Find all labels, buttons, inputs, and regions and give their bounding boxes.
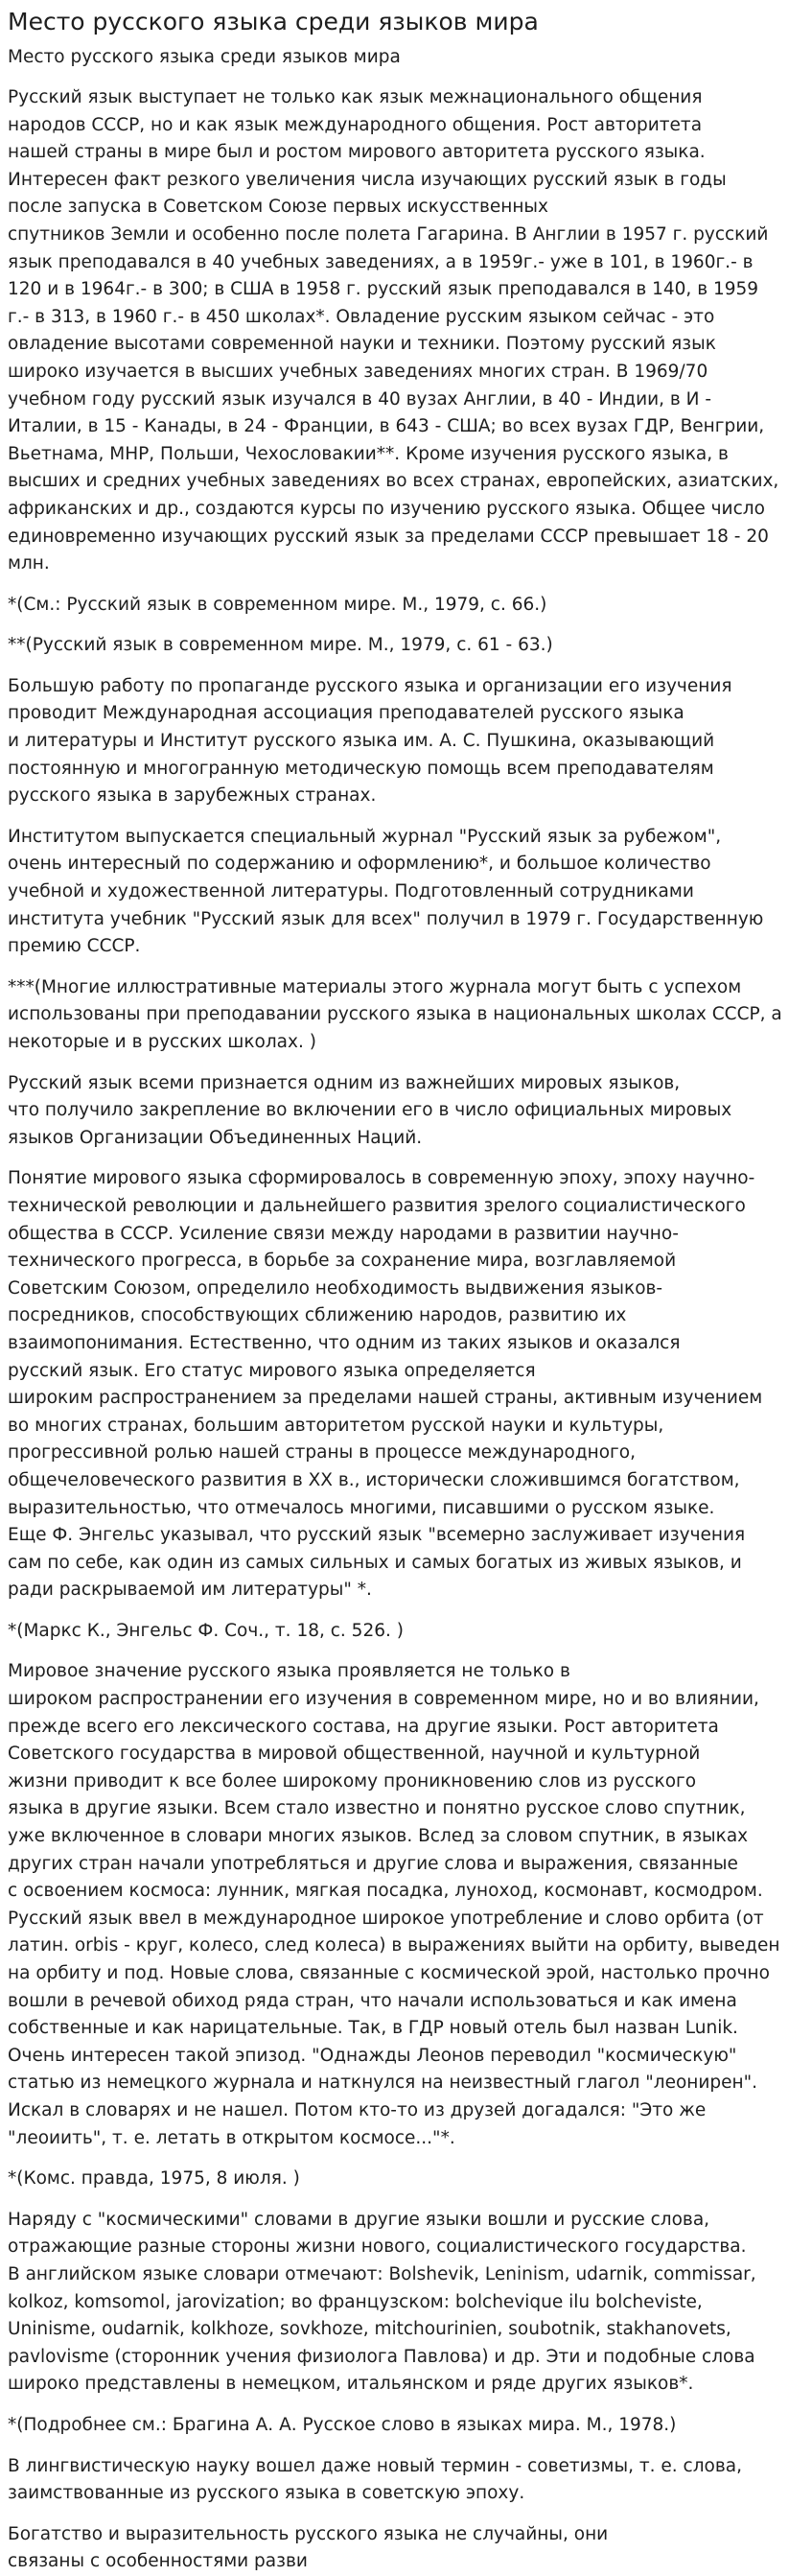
paragraph-un-language: Русский язык всеми признается одним из важнейших мировых языков, что получило закрепление во включении его в число официальных мировых языков Организации Объединенных Наций. [8, 1072, 732, 1148]
paragraph-institute-journal: Институтом выпускается специальный журнал "Русский язык за рубежом", очень интересный по содержанию и оформлению*, и большое количество учебной и художественной литературы. Подготовленный сотрудниками института учебник "Русский язык для всех" получил в 1979 г. Государственную премию СССР. [8, 826, 764, 957]
paragraph-lexical-influence: Мировое значение русского языка проявляется не только в широком распространении его изучения в современном мире, но и во влиянии, прежде всего его лексического состава, на другие языки. Рост авторитета Советского государства в мировой общественной, научной и культурной жизни приводит к все более широкому проникновению слов из русского языка в другие языки. Всем стало известно и понятно русское слово спутник, уже включенное в словари многих языков. Вслед за словом спутник, в языках других стран начали употребляться и другие слова и выражения, связанные с освоением космоса: лунник, мягкая посадка, луноход, космонавт, космодром. Русский язык ввел в международное широкое употребление и слово орбита (от латин. orbis - круг, колесо, след колеса) в выражениях выйти на орбиту, выведен на орбиту и под. Новые слова, связанные с космической эрой, настолько прочно вошли в речевой обиход ряда стран, что начали использоваться и как имена собственные и как нарицательные. Так, в ГДР новый отель был назван Lunik. Очень интересен такой эпизод. "Однажды Леонов переводил "космическую" статью из немецкого журнала и наткнулся на неизвестный глагол "леонирен". Искал в словарях и не нашел. Потом кто-то из друзей догадался: "Это же "леоиить", т. е. летать в открытом космосе..."*. [8, 1661, 780, 2148]
paragraph-association: Большую работу по пропаганде русского языка и организации его изучения проводит Международная ассоциация преподавателей русского языка и литературы и Институт русского языка им. А. С. Пушкина, оказывающий постоянную и многогранную методическую помощь всем преподавателям русского языка в зарубежных странах. [8, 675, 732, 807]
paragraph-world-language-concept: Понятие мирового языка сформировалось в современную эпоху, эпоху научно- технической революции и дальнейшего развития зрелого социалистического общества в СССР. Усиление связи между народами в развитии научно- технического прогресса, в борьбе за сохранение мира, возглавляемой Советским Союзом, определило необходимость выдвижения языков- посредников, способствующих сближению народов, развитию их взаимопонимания. Естественно, что одним из таких языков и оказался русский язык. Его статус мирового языка определяется широким распространением за пределами нашей страны, активным изучением во многих странах, большим авторитетом русской науки и культуры, прогрессивной ролью нашей страны в процессе международного, общечеловеческого развития в XX в., исторически сложившимся богатством, выразительностью, что отмечалось многими, писавшими о русском языке. Еще Ф. Энгельс указывал, что русский язык "всемерно заслуживает изучения сам по себе, как один из самых сильных и самых богатых из живых языков, и ради раскрываемой им литературы" *. [8, 1168, 763, 1601]
footnote-1: *(См.: Русский язык в современном мире. М., 1979, с. 66.) [8, 594, 547, 615]
footnote-3: ***(Многие иллюстративные материалы этого журнала могут быть с успехом использованы при преподавании русского языка в национальных школах СССР, а некоторые и в русских школах. ) [8, 976, 782, 1052]
footnote-2: **(Русский язык в современном мире. М., 1979, с. 61 - 63.) [8, 635, 553, 656]
page-title: Место русского языка среди языков мира [8, 8, 539, 35]
paragraph-soviet-words: Наряду с "космическими" словами в другие языки вошли и русские слова, отражающие разные стороны жизни нового, социалистического государства. В английском языке словари отмечают: Bolshevik, Leninism, udarnik, commissar, kolkoz, komsomol, jarovization; во французском: bolchevique ilu bolcheviste, Uninisme, oudarnik, kolkhoze, sovkhoze, mitchourinien, soubotnik, stakhanovets, pavlovisme (сторонник учения физиолога Павлова) и др. Эти и подобные слова широко представлены в немецком, итальянском и ряде других языков*. [8, 2209, 756, 2395]
paragraph-spread-of-russian: Русский язык выступает не только как язык межнационального общения народов СССР, но и как язык международного общения. Рост авторитета нашей страны в мире был и ростом мирового авторитета русского языка. Интересен факт резкого увеличения числа изучающих русский язык в годы после запуска в Советском Союзе первых искусственных спутников Земли и особенно после полета Гагарина. В Англии в 1957 г. русский язык преподавался в 40 учебных заведениях, а в 1959г.- уже в 101, в 1960г.- в 120 и в 1964г.- в 300; в США в 1958 г. русский язык преподавался в 140, в 1959 г.- в 313, в 1960 г.- в 450 школах*. Овладение русским языком сейчас - это овладение высотами современной науки и техники. Поэтому русский язык широко изучается в высших учебных заведениях многих стран. В 1969/70 учебном году русский язык изучался в 40 вузах Англии, в 40 - Индии, в И - Италии, в 15 - Канады, в 24 - Франции, в 643 - США; во всех вузах ГДР, Венгрии, Вьетнама, МНР, Польши, Чехословакии**. Кроме изучения русского языка, в высших и средних учебных заведениях во всех странах, европейских, азиатских, африканских и др., создаются курсы по изучению русского языка. Общее число единовременно изучающих русский язык за пределами СССР превышает 18 - 20 млн. [8, 87, 779, 574]
section-heading: Место русского языка среди языков мира [8, 47, 401, 67]
footnote-6: *(Подробнее см.: Брагина А. А. Русское слово в языках мира. М., 1978.) [8, 2414, 677, 2435]
paragraph-richness-truncated: Богатство и выразительность русского языка не случайны, они связаны с особенностями разви [8, 2523, 609, 2572]
footnote-5: *(Комс. правда, 1975, 8 июля. ) [8, 2168, 300, 2190]
paragraph-sovietisms: В лингвистическую науку вошел даже новый термин - советизмы, т. е. слова, заимствованные из русского языка в советскую эпоху. [8, 2455, 742, 2504]
footnote-4: *(Маркс К., Энгельс Ф. Соч., т. 18, с. 526. ) [8, 1620, 404, 1641]
